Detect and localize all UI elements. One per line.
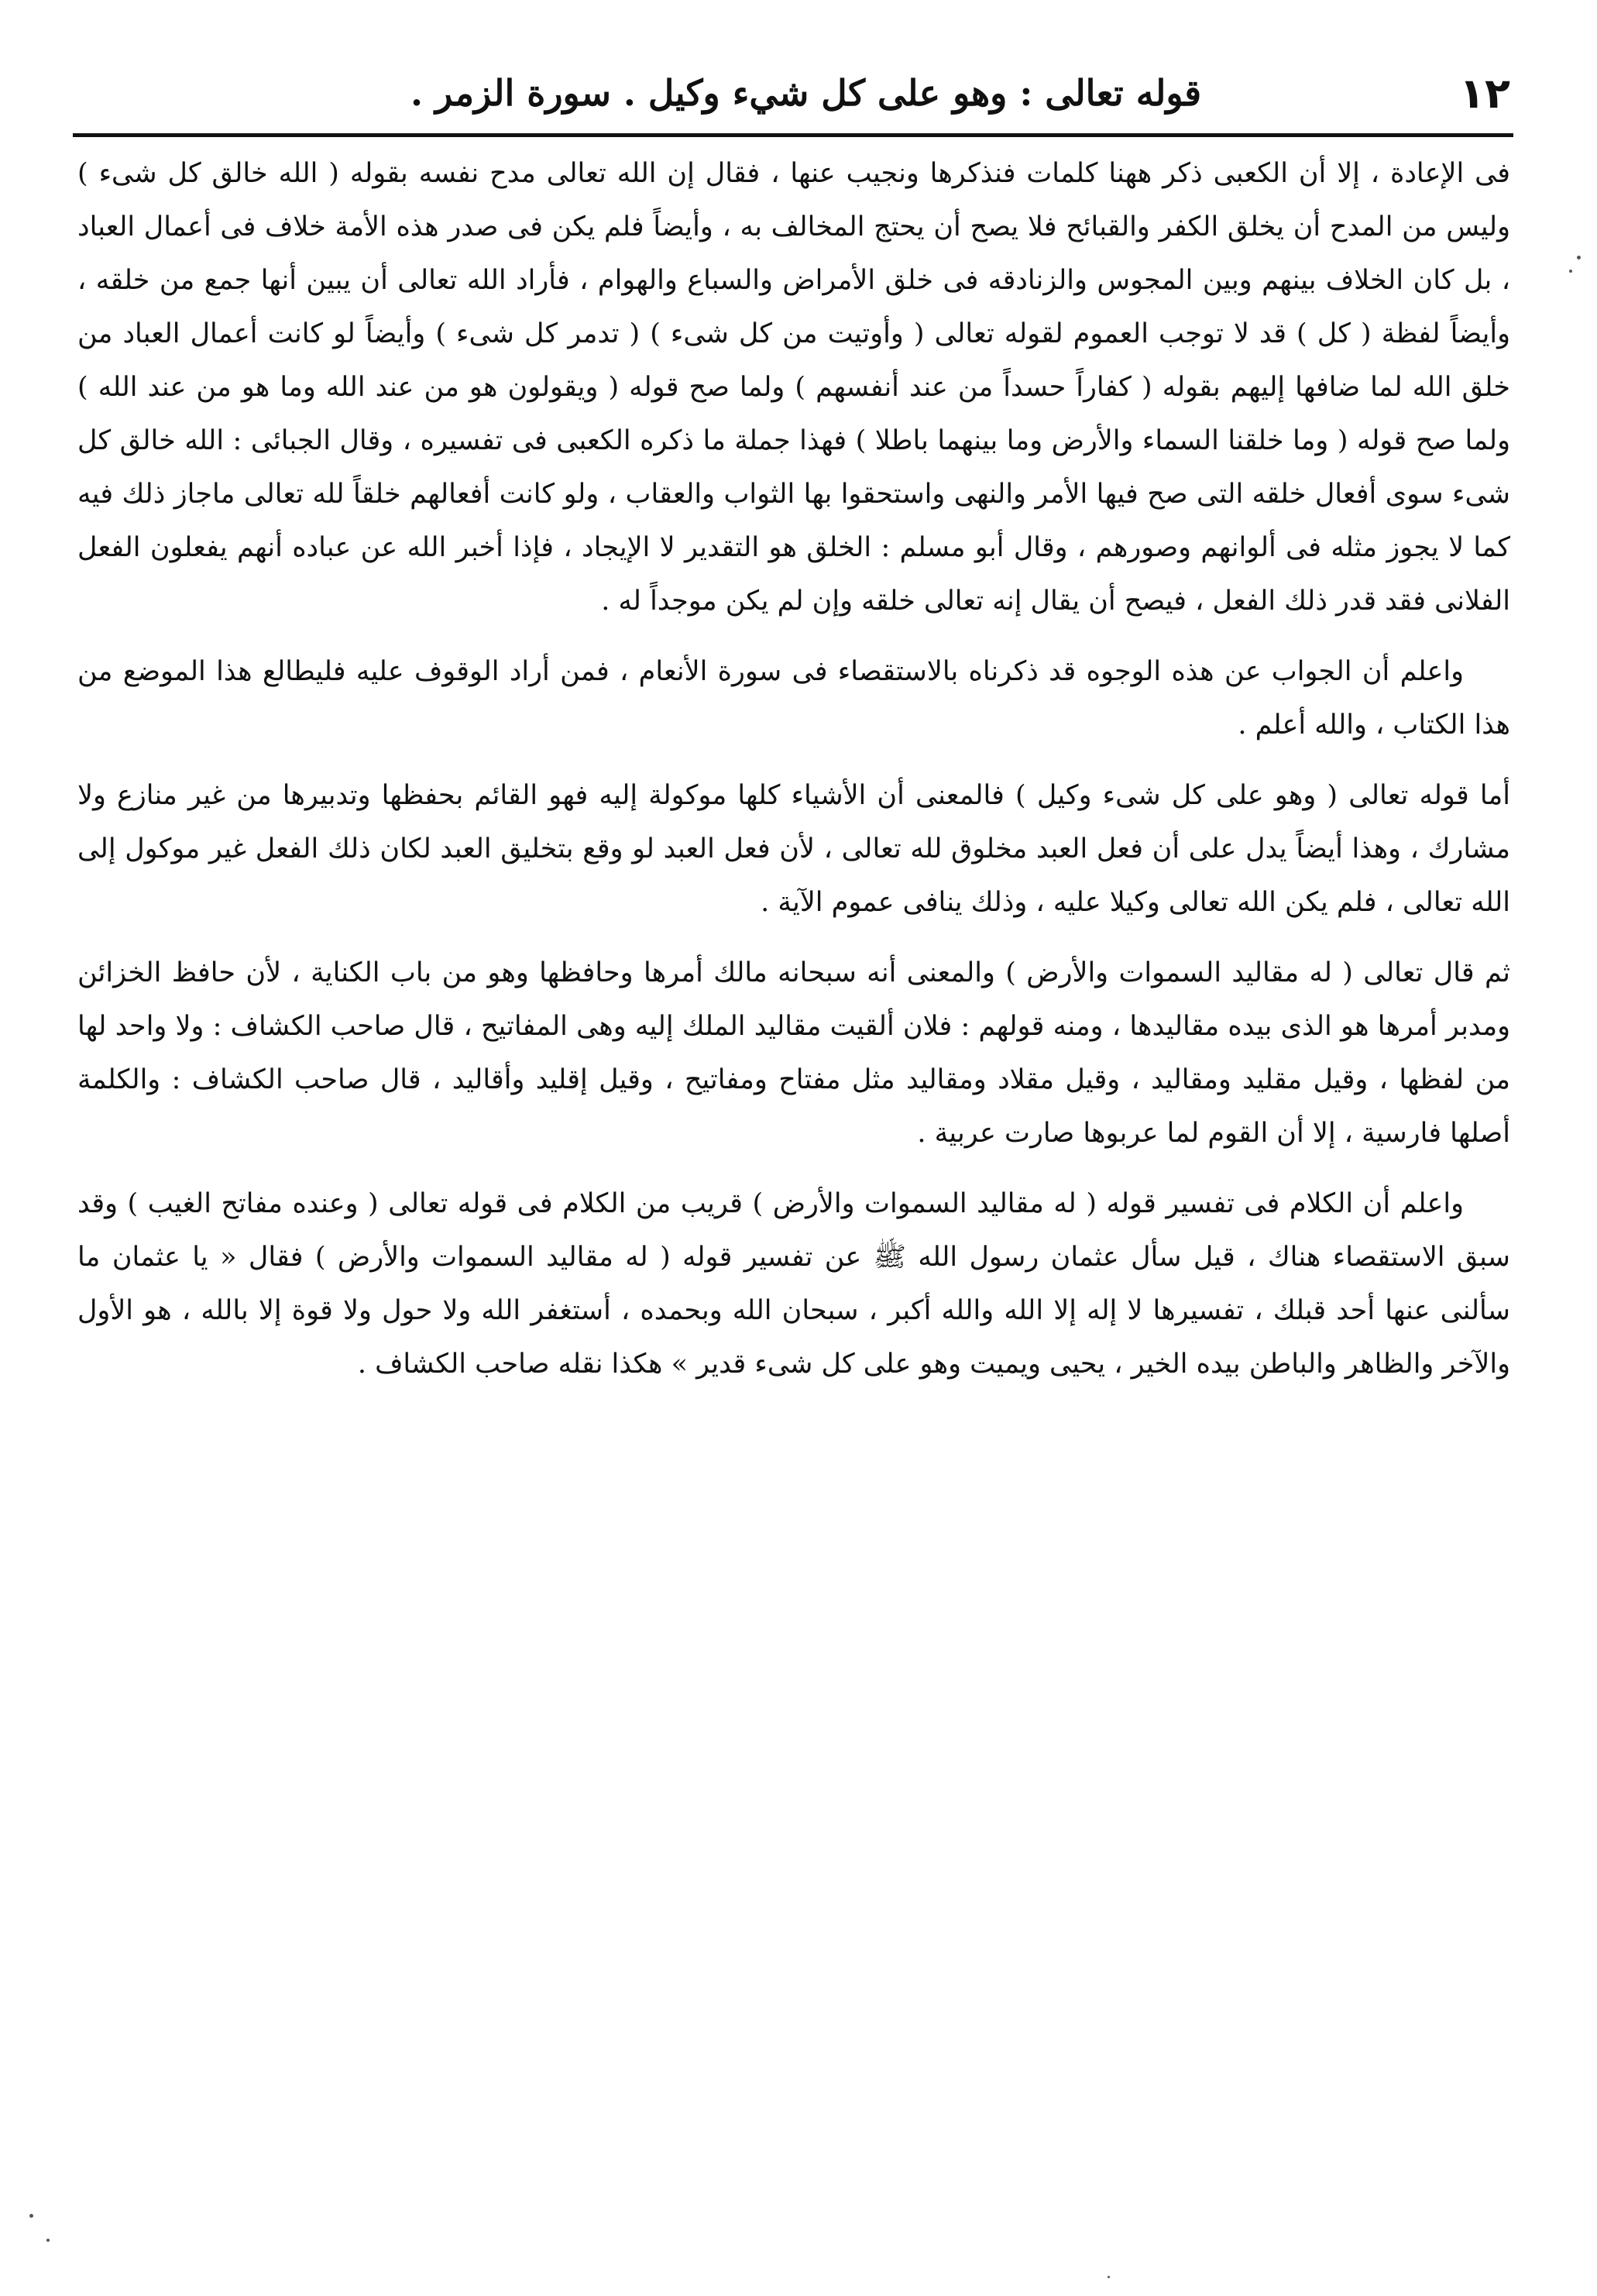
scan-speck	[46, 2239, 50, 2242]
scan-speck	[1108, 2276, 1110, 2278]
scan-speck	[29, 2214, 33, 2218]
scan-speck	[1577, 256, 1581, 260]
paragraph-uthman-hadith: واعلم أن الكلام فى تفسير قوله ( له مقاليد السموات والأرض ) قريب من الكلام فى قوله تعالى ( وعنده مفاتح الغيب ) وقد سبق الاستقصاء هناك ، قيل سأل عثمان رسول الله ﷺ عن تفسير قوله ( له مقاليد السموات والأرض ) فقال « يا عثمان ما سألنى عنها أحد قبلك ، تفسيرها لا إله إلا الله والله أكبر ، سبحان الله وبحمده ، أستغفر الله ولا حول ولا قوة إلا بالله ، هو الأول والآخر والظاهر والباطن بيده الخير ، يحيى ويميت وهو على كل شىء قدير » هكذا نقله صاحب الكشاف .	[77, 1188, 1510, 1380]
paragraph-kabi-argument: فى الإعادة ، إلا أن الكعبى ذكر ههنا كلمات فنذكرها ونجيب عنها ، فقال إن الله تعالى مدح نفسه بقوله ( الله خالق كل شىء ) وليس من المدح أن يخلق الكفر والقبائح فلا يصح أن يحتج المخالف به ، وأيضاً فلم يكن فى صدر هذه الأمة خلاف فى أعمال العباد ، بل كان الخلاف بينهم وبين المجوس والزنادقه فى خلق الأمراض والسباع والهوام ، فأراد الله تعالى أن يبين أنها جمع من خلقه ، وأيضاً لفظة ( كل ) قد لا توجب العموم لقوله تعالى ( وأوتيت من كل شىء ) ( تدمر كل شىء ) وأيضاً لو كانت أعمال العباد من خلق الله لما ضافها إليهم بقوله ( كفاراً حسداً من عند أنفسهم ) ولما صح قوله ( ويقولون هو من عند الله وما هو من عند الله ) ولما صح قوله ( وما خلقنا السماء والأرض وما بينهما باطلا ) فهذا جملة ما ذكره الكعبى فى تفسيره ، وقال الجبائى : الله خالق كل شىء سوى أفعال خلقه التى صح فيها الأمر والنهى واستحقوا بها الثواب والعقاب ، ولو كانت أفعالهم خلقاً لله تعالى ماجاز ذلك فيه كما لا يجوز مثله فى ألوانهم وصورهم ، وقال أبو مسلم : الخلق هو التقدير لا الإيجاد ، فإذا أخبر الله عن عباده أنهم يفعلون الفعل الفلانى فقد قدر ذلك الفعل ، فيصح أن يقال إنه تعالى خلقه وإن لم يكن موجداً له .	[77, 158, 1510, 617]
page-number: ١٢	[1459, 68, 1510, 118]
running-title: قوله تعالى : وهو على كل شيء وكيل . سورة الزمر .	[410, 72, 1202, 114]
scan-speck	[1569, 270, 1572, 273]
body-text	[77, 147, 1510, 1391]
paragraph-maqalid-verse: ثم قال تعالى ( له مقاليد السموات والأرض ) والمعنى أنه سبحانه مالك أمرها وحافظها وهو من باب الكناية ، لأن حافظ الخزائن ومدبر أمرها هو الذى بيده مقاليدها ، ومنه قولهم : فلان ألقيت مقاليد الملك إليه وهى المفاتيح ، قال صاحب الكشاف : ولا واحد لها من لفظها ، وقيل مقليد ومقاليد ، وقيل مقلاد ومقاليد مثل مفتاح ومفاتيح ، وقيل إقليد وأقاليد ، قال صاحب الكشاف : والكلمة أصلها فارسية ، إلا أن القوم لما عربوها صارت عربية .	[77, 957, 1510, 1149]
header-rule	[73, 133, 1513, 137]
paragraph-reply-reference: واعلم أن الجواب عن هذه الوجوه قد ذكرناه بالاستقصاء فى سورة الأنعام ، فمن أراد الوقوف عليه فليطالع هذا الموضع من هذا الكتاب ، والله أعلم .	[77, 656, 1510, 741]
page-header	[70, 56, 1510, 130]
paragraph-wakil-verse: أما قوله تعالى ( وهو على كل شىء وكيل ) فالمعنى أن الأشياء كلها موكولة إليه فهو القائم بحفظها وتدبيرها من غير منازع ولا مشارك ، وهذا أيضاً يدل على أن فعل العبد مخلوق لله تعالى ، لأن فعل العبد لو وقع بتخليق العبد لكان ذلك الفعل غير موكول إلى الله تعالى ، فلم يكن الله تعالى وكيلا عليه ، وذلك ينافى عموم الآية .	[77, 780, 1510, 918]
